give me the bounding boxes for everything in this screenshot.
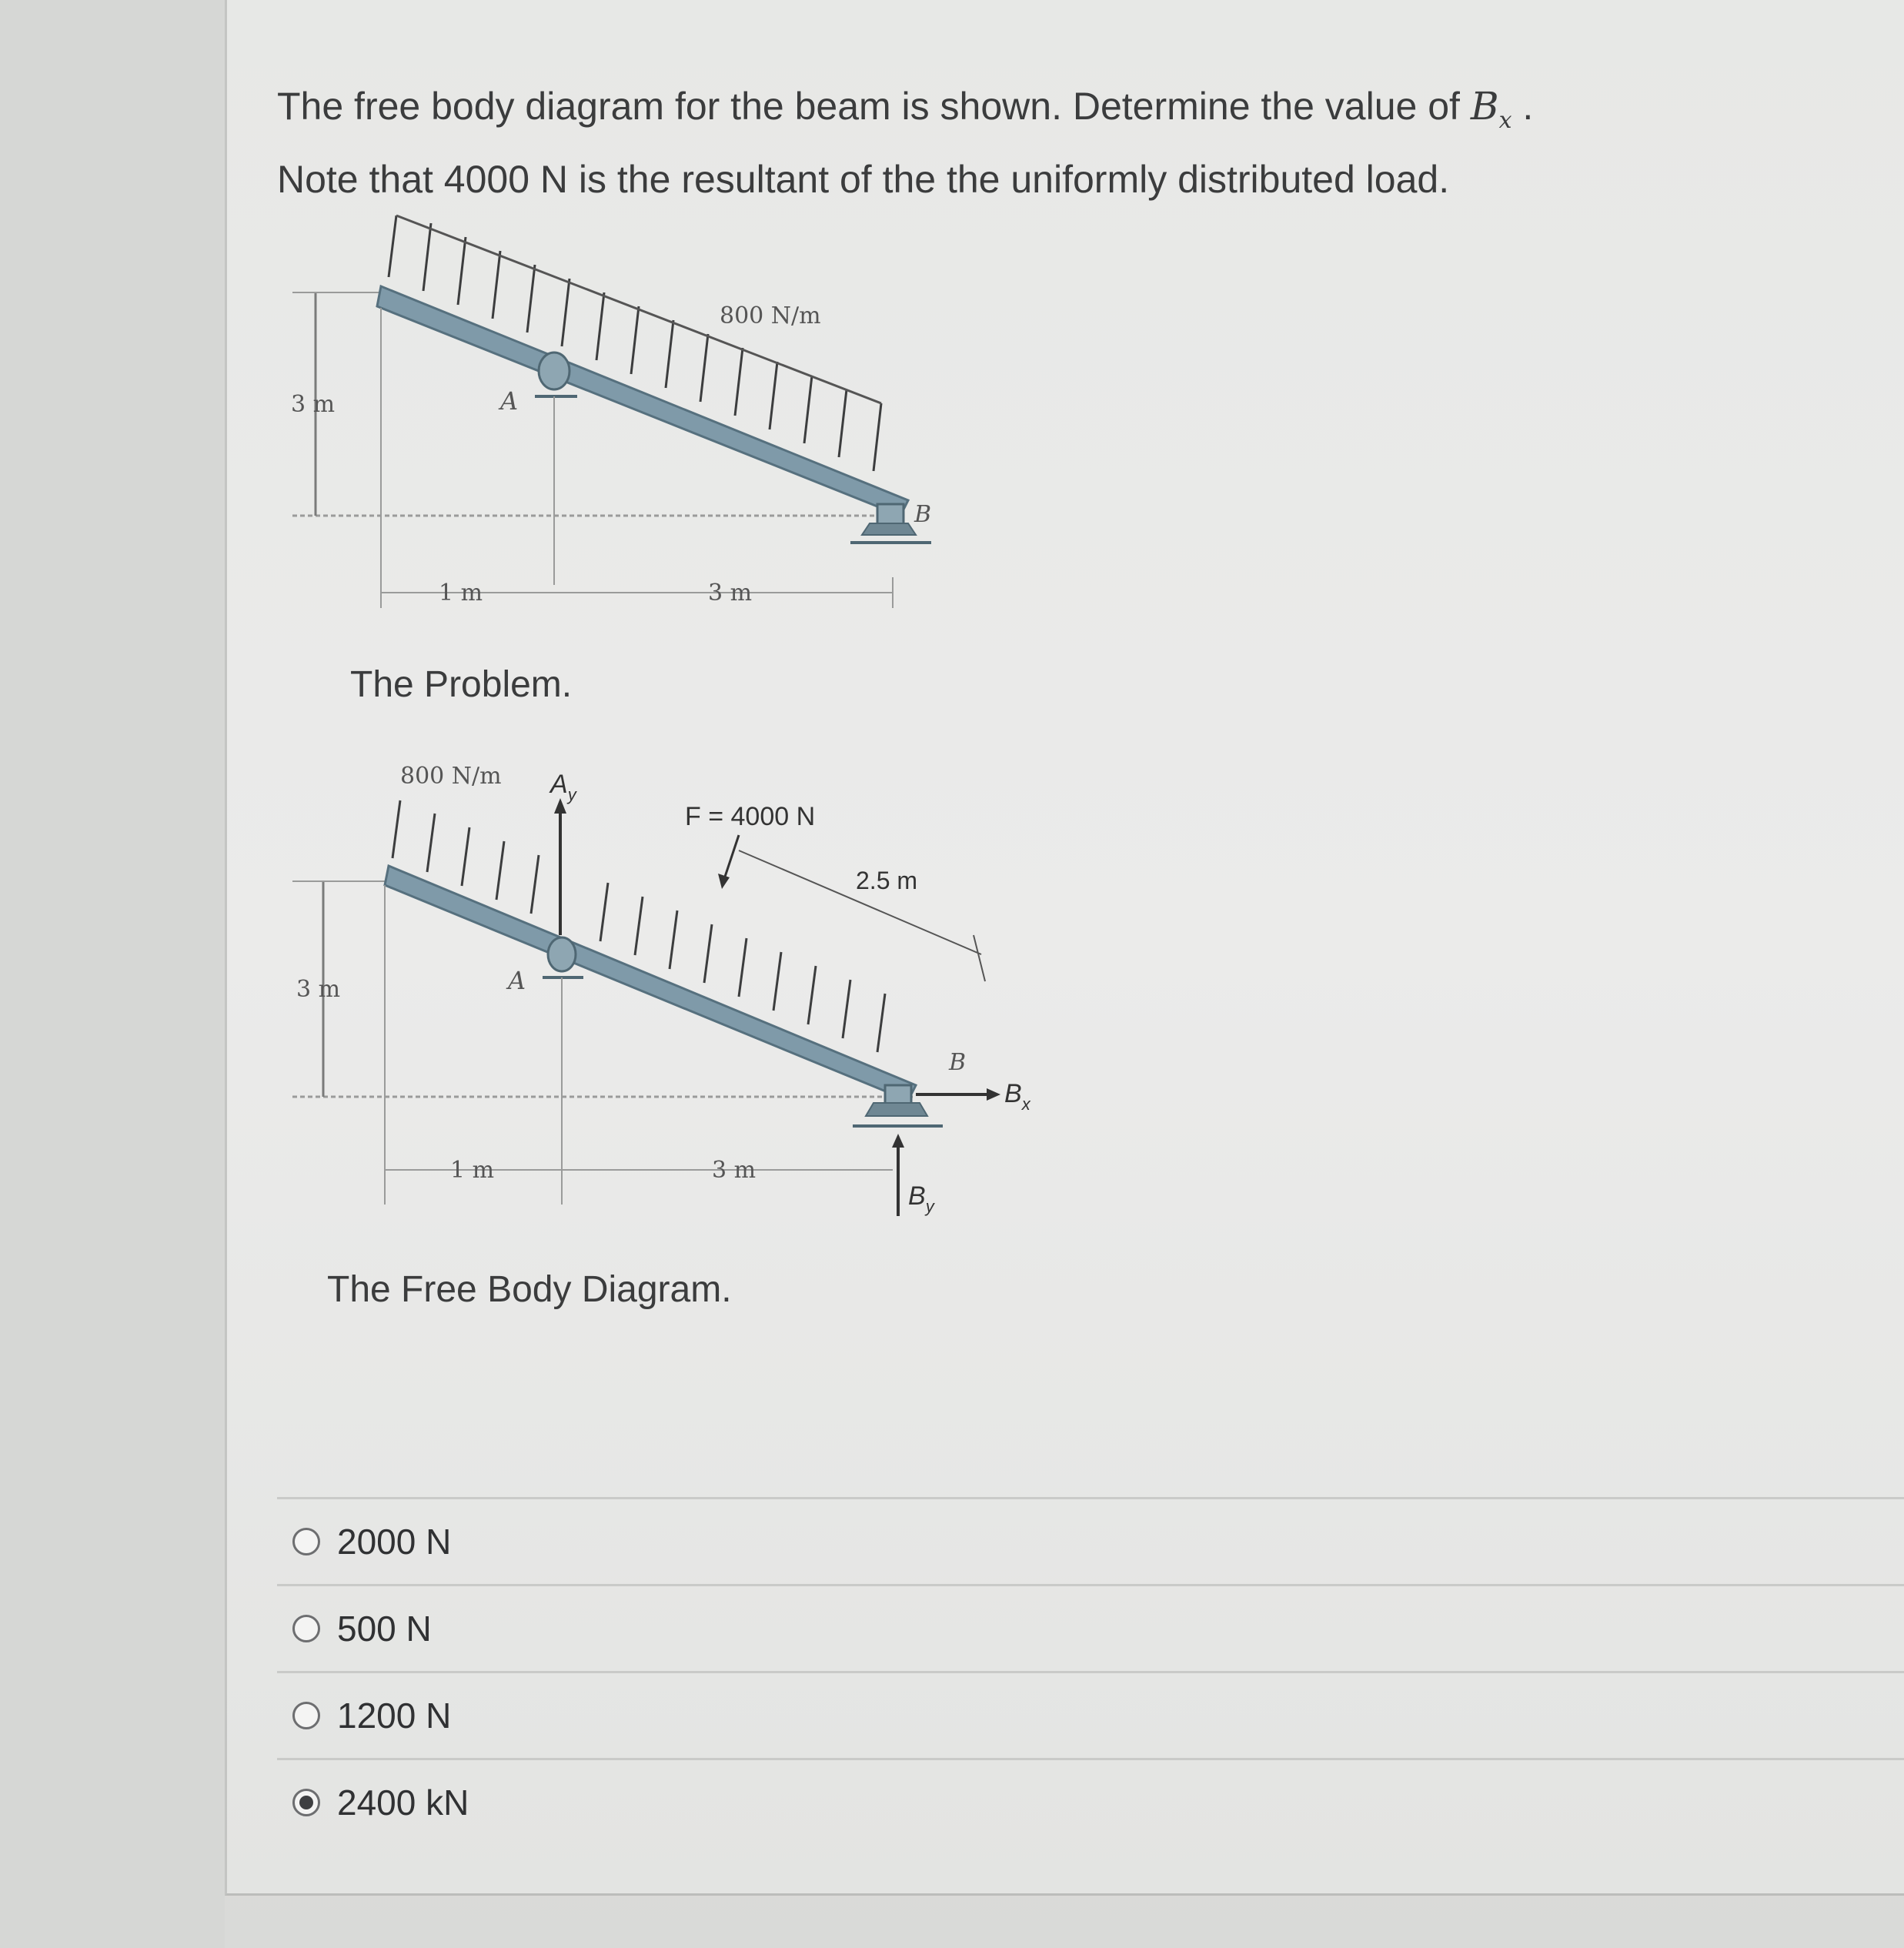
support-a-label: A [500,386,519,416]
answer-option-4[interactable] [277,1758,1904,1845]
fbd-load-label: 800 N/m [400,763,502,790]
by-label [908,1181,936,1216]
by-label-sub: y [925,1197,934,1216]
fbd-dim-right-label: 3 m [712,1157,757,1184]
fbd-support-b-base [866,1103,927,1116]
by-label-base: B [908,1181,926,1211]
problem-diagram [277,200,1085,631]
radio-button-3[interactable] [292,1702,320,1729]
resultant-force-arrow-head [718,874,730,889]
ay-label-sub: y [567,785,576,804]
question-line-2: Note that 4000 N is the resultant of the the uniformly distributed load. [277,158,1450,201]
support-a-pin [539,353,570,389]
left-margin [0,0,225,1948]
fbd-support-a-pin [548,937,576,971]
problem-caption: The Problem. [350,664,573,705]
support-b-base [862,523,916,535]
answer-label-2: 500 N [337,1609,432,1649]
question-line-1-prefix: The free body diagram for the beam is shown. Determine the value of [277,85,1460,128]
load-label: 800 N/m [720,302,821,329]
bx-arrow-head [987,1088,1000,1101]
answer-option-3[interactable] [277,1671,1904,1758]
fbd-distributed-load-arrows [392,800,885,1052]
answer-label-4: 2400 kN [337,1783,469,1823]
fbd-support-b-label: B [949,1049,967,1076]
support-b-label: B [914,501,932,528]
force-label: F = 4000 N [685,802,816,831]
bx-variable [1470,84,1512,134]
bx-label-sub: x [1021,1094,1030,1114]
fbd-figure [277,758,1085,1235]
fbd-height-label: 3 m [296,976,341,1003]
bx-label [1004,1079,1031,1114]
question-line-1 [277,77,1739,150]
problem-figure [277,200,1085,631]
dim-right-label: 3 m [708,580,753,606]
bx-label-base: B [1004,1079,1022,1108]
ay-label [549,770,578,804]
distance-label: 2.5 m [856,867,918,894]
answer-options [277,1497,1904,1845]
fbd-dim-left-label: 1 m [450,1157,495,1184]
resultant-force-arrow [723,835,739,881]
question-line-1-suffix: . [1522,85,1534,128]
answer-label-3: 1200 N [337,1696,452,1736]
answer-label-1: 2000 N [337,1522,452,1562]
distance-dimension-tick [974,935,985,981]
question-text [277,77,1739,209]
height-label: 3 m [291,391,336,418]
distributed-load-arrows [362,208,881,471]
radio-button-4[interactable] [292,1789,320,1816]
fbd-diagram [277,758,1085,1235]
dim-left-label: 1 m [439,580,483,606]
answer-option-1[interactable] [277,1497,1904,1584]
ay-label-base: A [550,770,568,799]
answer-option-2[interactable] [277,1584,1904,1671]
by-arrow-head [892,1134,904,1148]
fbd-beam [385,866,916,1101]
ay-arrow-head [554,798,566,814]
radio-button-2[interactable] [292,1615,320,1642]
fbd-support-a-label: A [508,966,526,995]
radio-button-1[interactable] [292,1528,320,1555]
beam [377,286,908,516]
bx-variable-sub: x [1498,107,1512,134]
fbd-caption: The Free Body Diagram. [327,1269,732,1310]
bx-variable-base: B [1470,84,1499,129]
